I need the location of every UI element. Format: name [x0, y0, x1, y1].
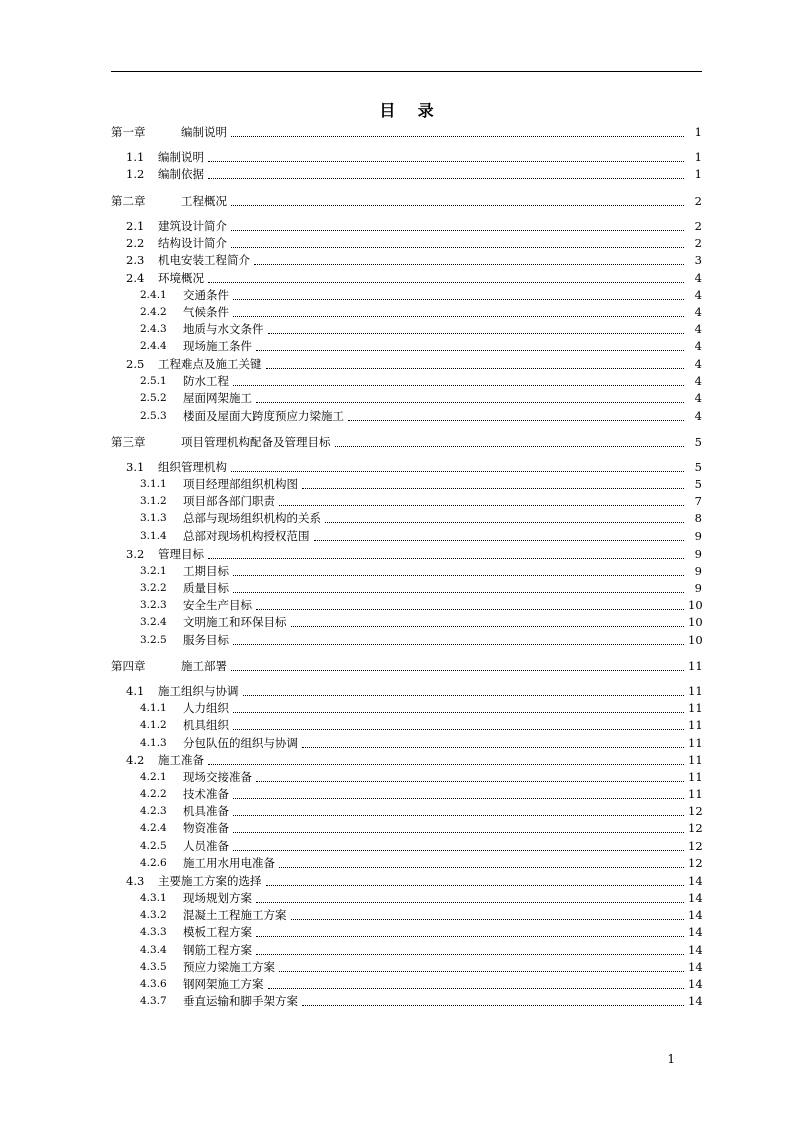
toc-entry-page: 4 — [694, 409, 702, 423]
toc-entry-page: 12 — [688, 839, 703, 853]
toc-entry-page: 11 — [688, 753, 703, 767]
toc-entry-page: 9 — [694, 581, 702, 595]
toc-entry[interactable] — [111, 356, 702, 373]
toc-entry-title: 机具组织 — [183, 718, 229, 732]
toc-entry-number: 2.4.1 — [140, 289, 167, 301]
toc-entry-number: 3.2.3 — [140, 599, 167, 611]
dot-leader — [231, 205, 684, 206]
toc-entry-title: 工程概况 — [181, 194, 227, 208]
toc-entry[interactable] — [111, 193, 702, 210]
dot-leader — [233, 712, 684, 713]
toc-entry-page: 14 — [688, 925, 703, 939]
toc-entry[interactable] — [111, 338, 702, 355]
toc-entry-page: 5 — [694, 435, 702, 449]
toc-entry-page: 11 — [688, 701, 703, 715]
toc-entry-number: 4.2 — [126, 753, 145, 767]
dot-leader — [208, 178, 684, 179]
toc-entry-page: 9 — [694, 529, 702, 543]
toc-entry-number: 4.3.3 — [140, 926, 167, 938]
toc-entry[interactable] — [111, 597, 702, 614]
toc-entry-title: 钢筋工程方案 — [183, 943, 252, 957]
toc-entry-page: 9 — [694, 547, 702, 561]
toc-entry-title: 气候条件 — [183, 305, 229, 319]
toc-entry[interactable] — [111, 563, 702, 580]
toc-entry-page: 4 — [694, 391, 702, 405]
dot-leader — [256, 936, 684, 937]
dot-leader — [291, 626, 685, 627]
toc-entry-title: 项目管理机构配备及管理目标 — [181, 435, 331, 449]
toc-entry-page: 3 — [694, 253, 702, 267]
dot-leader — [256, 402, 684, 403]
dot-leader — [266, 885, 685, 886]
toc-entry-title: 施工部署 — [181, 659, 227, 673]
toc-entry-number: 2.2 — [126, 236, 145, 250]
dot-leader — [256, 350, 684, 351]
dot-leader — [256, 902, 684, 903]
toc-entry-page: 11 — [688, 718, 703, 732]
toc-entry-page: 12 — [688, 804, 703, 818]
dot-leader — [302, 747, 684, 748]
toc-entry-title: 管理目标 — [158, 547, 204, 561]
toc-entry[interactable] — [111, 890, 702, 907]
toc-entry[interactable] — [111, 735, 702, 752]
dot-leader — [256, 954, 684, 955]
toc-entry[interactable] — [111, 658, 702, 675]
toc-entry-number: 第二章 — [111, 194, 146, 208]
toc-entry-page: 11 — [688, 736, 703, 750]
toc-entry[interactable] — [111, 390, 702, 407]
toc-entry-title: 环境概况 — [158, 271, 204, 285]
toc-entry-number: 第四章 — [111, 659, 146, 673]
toc-entry-page: 14 — [688, 994, 703, 1008]
toc-entry[interactable] — [111, 252, 702, 269]
dot-leader — [233, 575, 684, 576]
toc-entry-title: 预应力梁施工方案 — [183, 960, 275, 974]
toc-entry[interactable] — [111, 873, 702, 890]
page-number: 1 — [667, 1052, 675, 1066]
toc-entry-title: 施工用水用电准备 — [183, 856, 275, 870]
dot-leader — [348, 420, 684, 421]
toc-entry-title: 施工准备 — [158, 753, 204, 767]
toc-entry-page: 4 — [694, 288, 702, 302]
toc-entry-title: 屋面网架施工 — [183, 391, 252, 405]
dot-leader — [256, 609, 684, 610]
toc-entry-number: 3.1.3 — [140, 512, 167, 524]
toc-entry-page: 14 — [688, 908, 703, 922]
toc-entry-page: 10 — [688, 598, 703, 612]
dot-leader — [256, 781, 684, 782]
dot-leader — [233, 385, 684, 386]
toc-entry[interactable] — [111, 166, 702, 183]
toc-entry-number: 2.4.2 — [140, 306, 167, 318]
dot-leader — [268, 333, 685, 334]
dot-leader — [233, 644, 684, 645]
toc-entry-page: 12 — [688, 856, 703, 870]
toc-entry-page: 5 — [694, 477, 702, 491]
toc-entry-title: 编制说明 — [158, 150, 204, 164]
toc-entry[interactable] — [111, 235, 702, 252]
toc-entry[interactable] — [111, 717, 702, 734]
toc-entry[interactable] — [111, 321, 702, 338]
dot-leader — [291, 919, 685, 920]
toc-entry[interactable] — [111, 924, 702, 941]
toc-entry-title: 组织管理机构 — [158, 460, 227, 474]
toc-entry-number: 2.3 — [126, 253, 145, 267]
toc-entry-title: 文明施工和环保目标 — [183, 615, 287, 629]
toc-entry-page: 1 — [694, 167, 702, 181]
toc-entry[interactable] — [111, 959, 702, 976]
toc-entry-title: 安全生产目标 — [183, 598, 252, 612]
toc-entry[interactable] — [111, 434, 702, 451]
toc-entry-page: 11 — [688, 684, 703, 698]
dot-leader — [268, 988, 685, 989]
toc-entry-page: 1 — [694, 150, 702, 164]
toc-entry-page: 8 — [694, 511, 702, 525]
toc-entry[interactable] — [111, 546, 702, 563]
dot-leader — [279, 971, 684, 972]
toc-entry-title: 主要施工方案的选择 — [158, 874, 262, 888]
toc-entry-number: 2.5.1 — [140, 375, 167, 387]
dot-leader — [231, 247, 684, 248]
toc-entry-page: 2 — [694, 194, 702, 208]
toc-entry-title: 钢网架施工方案 — [183, 977, 264, 991]
dot-leader — [314, 540, 685, 541]
toc-entry-page: 2 — [694, 219, 702, 233]
toc-entry-number: 3.1.4 — [140, 530, 167, 542]
toc-entry-number: 4.3.4 — [140, 944, 167, 956]
toc-entry-number: 3.1 — [126, 460, 145, 474]
toc-entry[interactable] — [111, 373, 702, 390]
dot-leader — [279, 505, 684, 506]
toc-entry-page: 4 — [694, 305, 702, 319]
toc-entry-page: 4 — [694, 374, 702, 388]
toc-entry-title: 人力组织 — [183, 701, 229, 715]
dot-leader — [233, 729, 684, 730]
toc-entry-title: 工程难点及施工关键 — [158, 357, 262, 371]
toc-entry-page: 11 — [688, 770, 703, 784]
dot-leader — [233, 798, 684, 799]
toc-entry-page: 14 — [688, 943, 703, 957]
toc-entry-number: 3.2.2 — [140, 582, 167, 594]
toc-entry[interactable] — [111, 149, 702, 166]
toc-entry-number: 3.2.4 — [140, 616, 167, 628]
toc-entry[interactable] — [111, 769, 702, 786]
toc-entry[interactable] — [111, 786, 702, 803]
toc-entry[interactable] — [111, 408, 702, 425]
toc-entry-page: 14 — [688, 977, 703, 991]
toc-entry-page: 14 — [688, 960, 703, 974]
toc-entry[interactable] — [111, 752, 702, 769]
toc-entry-title: 混凝土工程施工方案 — [183, 908, 287, 922]
toc-entry-number: 2.1 — [126, 219, 145, 233]
toc-entry-number: 3.2 — [126, 547, 145, 561]
toc-entry-title: 建筑设计简介 — [158, 219, 227, 233]
dot-leader — [233, 592, 684, 593]
toc-entry[interactable] — [111, 700, 702, 717]
toc-entry-title: 服务目标 — [183, 633, 229, 647]
dot-leader — [302, 1005, 684, 1006]
toc-entry-title: 现场施工条件 — [183, 339, 252, 353]
toc-entry-number: 2.4.3 — [140, 323, 167, 335]
toc-entry-page: 4 — [694, 322, 702, 336]
toc-entry-number: 2.4 — [126, 271, 145, 285]
toc-entry-title: 结构设计简介 — [158, 236, 227, 250]
toc-entry-page: 5 — [694, 460, 702, 474]
toc-entry[interactable] — [111, 124, 702, 141]
toc-entry-page: 1 — [694, 125, 702, 139]
toc-entry-page: 4 — [694, 357, 702, 371]
toc-entry[interactable] — [111, 459, 702, 476]
toc-entry[interactable] — [111, 218, 702, 235]
toc-entry-number: 1.2 — [126, 167, 145, 181]
dot-leader — [233, 850, 684, 851]
toc-entry-title: 总部与现场组织机构的关系 — [183, 511, 321, 525]
toc-entry-number: 3.2.5 — [140, 634, 167, 646]
toc-entry-number: 3.1.1 — [140, 478, 167, 490]
toc-entry-title: 施工组织与协调 — [158, 684, 239, 698]
dot-leader — [208, 558, 684, 559]
toc-entry-number: 第三章 — [111, 435, 146, 449]
dot-leader — [233, 316, 684, 317]
toc-entry[interactable] — [111, 993, 702, 1010]
toc-entry[interactable] — [111, 493, 702, 510]
toc-entry-title: 技术准备 — [183, 787, 229, 801]
toc-entry-number: 2.5.2 — [140, 392, 167, 404]
toc-entry[interactable] — [111, 976, 702, 993]
toc-entry-number: 4.1 — [126, 684, 145, 698]
toc-entry-number: 4.3 — [126, 874, 145, 888]
toc-entry-page: 11 — [688, 659, 703, 673]
dot-leader — [231, 136, 684, 137]
toc-entry[interactable] — [111, 510, 702, 527]
dot-leader — [208, 161, 684, 162]
toc-entry-title: 编制说明 — [181, 125, 227, 139]
toc-entry-title: 地质与水文条件 — [183, 322, 264, 336]
toc-entry-title: 机具准备 — [183, 804, 229, 818]
toc-entry[interactable] — [111, 820, 702, 837]
toc-entry-number: 4.2.6 — [140, 857, 167, 869]
toc-entry-title: 人员准备 — [183, 839, 229, 853]
dot-leader — [233, 832, 684, 833]
toc-entry-page: 9 — [694, 564, 702, 578]
toc-entry[interactable] — [111, 580, 702, 597]
toc-entry-number: 4.3.1 — [140, 892, 167, 904]
toc-entry-title: 物资准备 — [183, 821, 229, 835]
toc-entry-number: 4.2.4 — [140, 822, 167, 834]
dot-leader — [254, 264, 684, 265]
toc-entry-title: 交通条件 — [183, 288, 229, 302]
toc-entry-page: 12 — [688, 821, 703, 835]
toc-entry-title: 总部对现场机构授权范围 — [183, 529, 310, 543]
toc-entry-number: 4.2.2 — [140, 788, 167, 800]
toc-entry-page: 4 — [694, 271, 702, 285]
toc-entry-number: 第一章 — [111, 125, 146, 139]
dot-leader — [231, 230, 684, 231]
toc-entry[interactable] — [111, 528, 702, 545]
toc-entry[interactable] — [111, 855, 702, 872]
dot-leader — [266, 368, 685, 369]
toc-entry-page: 10 — [688, 633, 703, 647]
toc-entry-page: 14 — [688, 891, 703, 905]
toc-entry[interactable] — [111, 803, 702, 820]
toc-entry-page: 14 — [688, 874, 703, 888]
toc-entry[interactable] — [111, 942, 702, 959]
toc-entry-title: 项目部各部门职责 — [183, 494, 275, 508]
dot-leader — [231, 670, 684, 671]
toc-entry[interactable] — [111, 287, 702, 304]
toc-entry-number: 4.2.3 — [140, 805, 167, 817]
toc-entry[interactable] — [111, 614, 702, 631]
toc-entry[interactable] — [111, 683, 702, 700]
toc-entry-title: 分包队伍的组织与协调 — [183, 736, 298, 750]
toc-entry-page: 11 — [688, 787, 703, 801]
toc-entry-title: 项目经理部组织机构图 — [183, 477, 298, 491]
dot-leader — [233, 815, 684, 816]
dot-leader — [233, 299, 684, 300]
toc-entry-number: 4.1.3 — [140, 737, 167, 749]
toc-entry-number: 4.1.2 — [140, 719, 167, 731]
toc-entry-title: 模板工程方案 — [183, 925, 252, 939]
toc-entry[interactable] — [111, 907, 702, 924]
dot-leader — [208, 764, 684, 765]
dot-leader — [243, 695, 685, 696]
toc-entry-page: 4 — [694, 339, 702, 353]
toc-entry-number: 3.2.1 — [140, 565, 167, 577]
toc-entry-number: 4.2.5 — [140, 840, 167, 852]
toc-entry-number: 2.4.4 — [140, 340, 167, 352]
dot-leader — [335, 446, 685, 447]
toc-entry[interactable] — [111, 304, 702, 321]
dot-leader — [325, 522, 684, 523]
toc-entry-number: 1.1 — [126, 150, 145, 164]
toc-entry-title: 楼面及屋面大跨度预应力梁施工 — [183, 409, 344, 423]
toc-entry-number: 4.1.1 — [140, 702, 167, 714]
toc-entry-title: 现场规划方案 — [183, 891, 252, 905]
toc-entry-number: 4.3.6 — [140, 978, 167, 990]
toc-entry[interactable] — [111, 476, 702, 493]
toc-entry[interactable] — [111, 270, 702, 287]
toc-entry-number: 4.3.5 — [140, 961, 167, 973]
toc-title: 目 录 — [379, 101, 434, 120]
toc-entry-number: 4.2.1 — [140, 771, 167, 783]
toc-entry-title: 防水工程 — [183, 374, 229, 388]
toc-entry-number: 2.5.3 — [140, 410, 167, 422]
toc-entry-number: 3.1.2 — [140, 495, 167, 507]
header-rule — [111, 71, 702, 72]
toc-entry-title: 编制依据 — [158, 167, 204, 181]
toc-entry-title: 质量目标 — [183, 581, 229, 595]
toc-entry-page: 2 — [694, 236, 702, 250]
toc-entry-title: 现场交接准备 — [183, 770, 252, 784]
toc-entry-number: 2.5 — [126, 357, 145, 371]
toc-entry-title: 工期目标 — [183, 564, 229, 578]
dot-leader — [208, 282, 684, 283]
toc-entry-page: 10 — [688, 615, 703, 629]
dot-leader — [231, 471, 684, 472]
toc-entry-page: 7 — [694, 494, 702, 508]
toc-entry-number: 4.3.2 — [140, 909, 167, 921]
toc-entry[interactable] — [111, 632, 702, 649]
toc-entry-number: 4.3.7 — [140, 995, 167, 1007]
toc-entry[interactable] — [111, 838, 702, 855]
dot-leader — [302, 488, 684, 489]
dot-leader — [279, 867, 684, 868]
toc-entry-title: 机电安装工程简介 — [158, 253, 250, 267]
toc-entry-title: 垂直运输和脚手架方案 — [183, 994, 298, 1008]
